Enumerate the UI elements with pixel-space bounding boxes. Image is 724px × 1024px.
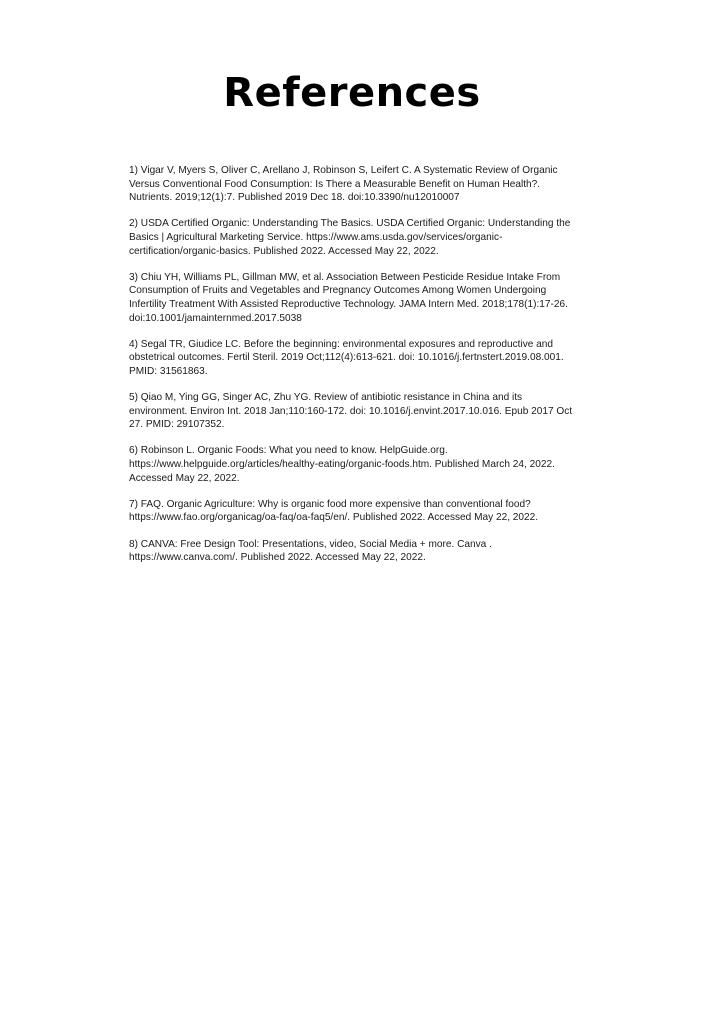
reference-item: 5) Qiao M, Ying GG, Singer AC, Zhu YG. Review of antibiotic resistance in China and its environment. Environ Int. 2018 Jan;110:160-172. doi: 10.1016/j.envint.2017.10.016. Epub 2017 Oct 27. PMID: 29107352.	[129, 392, 573, 431]
reference-item: 4) Segal TR, Giudice LC. Before the beginning: environmental exposures and reproductive and obstetrical outcomes. Fertil Steril. 2019 Oct;112(4):613-621. doi: 10.1016/j.fertnstert.2019.08.001. PMID: 31561863.	[129, 338, 564, 377]
reference-item: 3) Chiu YH, Williams PL, Gillman MW, et al. Association Between Pesticide Residue Intake From Consumption of Fruits and Vegetables and Pregnancy Outcomes Among Women Undergoing Infertility Treatment With Assisted Reproductive Technology. JAMA Intern Med. 2018;178(1):17-26. doi:10.1001/jamainternmed.2017.5038	[129, 271, 568, 324]
reference-list	[129, 164, 577, 577]
reference-item: 1) Vigar V, Myers S, Oliver C, Arellano J, Robinson S, Leifert C. A Systematic Review of Organic Versus Conventional Food Consumption: Is There a Measurable Benefit on Human Health?. Nutrients. 2019;12(1):7. Published 2019 Dec 18. doi:10.3390/nu12010007	[129, 165, 558, 204]
page-title: References	[223, 70, 481, 116]
reference-item: 6) Robinson L. Organic Foods: What you need to know. HelpGuide.org. https://www.helpguide.org/articles/healthy-eating/organic-foods.htm. Published March 24, 2022. Accessed May 22, 2022.	[129, 445, 555, 484]
reference-item: 8) CANVA: Free Design Tool: Presentations, video, Social Media + more. Canva . https://www.canva.com/. Published 2022. Accessed May 22, 2022.	[129, 538, 492, 564]
reference-item: 2) USDA Certified Organic: Understanding The Basics. USDA Certified Organic: Understanding the Basics | Agricultural Marketing Service. https://www.ams.usda.gov/services/organic-certification/organic-basics. Published 2022. Accessed May 22, 2022.	[129, 218, 571, 257]
reference-item: 7) FAQ. Organic Agriculture: Why is organic food more expensive than conventional food? https://www.fao.org/organicag/oa-faq/oa-faq5/en/. Published 2022. Accessed May 22, 2022.	[129, 498, 539, 524]
